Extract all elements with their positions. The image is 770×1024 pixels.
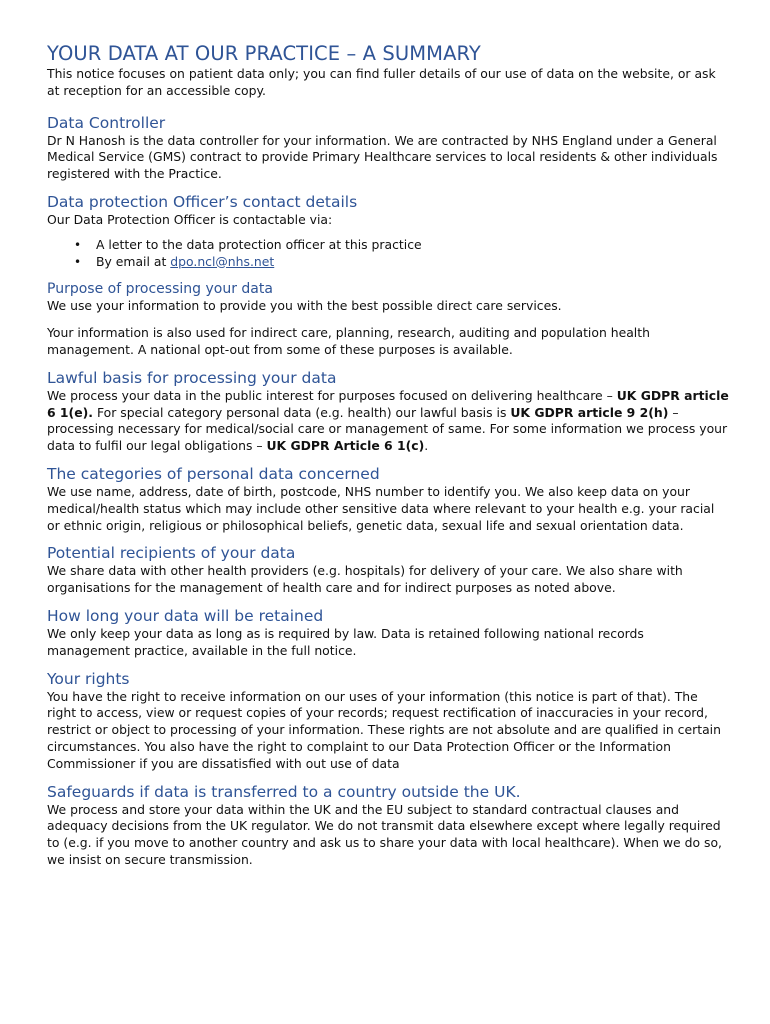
- gdpr-article-6-1c: UK GDPR Article 6 1(c): [266, 438, 425, 454]
- safeguards-text: We process and store your data within the UK and the EU subject to standard contractual clauses and adequacy decisions from the UK regulator. We do not transmit data elsewhere except where legally required to (e.g. if you move to another country and ask us to share your data with local healthcare). When we do so, we insist on secure transmission.: [47, 801, 722, 867]
- gdpr-article-9-2h: UK GDPR article 9 2(h): [510, 404, 669, 420]
- data-controller-heading: Data Controller: [47, 113, 166, 132]
- lawful-text-part-3: – processing necessary for medical/social care or management of same. For some information we process your data to fulfil our legal obligations –: [47, 404, 728, 454]
- section-lawful-basis: [47, 369, 730, 455]
- dpo-heading: Data protection Officer’s contact details: [47, 192, 358, 211]
- section-retention: [47, 607, 730, 660]
- section-dpo-contact: [47, 193, 730, 270]
- section-safeguards: [47, 783, 730, 869]
- lawful-text-part-4: .: [424, 438, 429, 454]
- intro-text: This notice focuses on patient data only; you can find fuller details of our use of data on the website, or ask at reception for an accessible copy.: [47, 66, 716, 98]
- purpose-heading: Purpose of processing your data: [47, 281, 273, 298]
- retention-heading: How long your data will be retained: [47, 606, 324, 625]
- bullet-icon: •: [74, 237, 82, 252]
- purpose-text-1: We use your information to provide you with the best possible direct care services.: [47, 298, 562, 314]
- dpo-contact-list: [47, 237, 730, 271]
- safeguards-heading: Safeguards if data is transferred to a country outside the UK.: [47, 782, 521, 801]
- section-rights: [47, 670, 730, 773]
- categories-text: We use name, address, date of birth, postcode, NHS number to identify you. We also keep data on your medical/health status which may include other sensitive data where relevant to your health e.g. your racial or ethnic origin, religious or philosophical beliefs, genetic data, sexual life and sexual orientation data.: [47, 483, 715, 533]
- data-controller-text: Dr N Hanosh is the data controller for your information. We are contracted by NHS England under a General Medical Service (GMS) contract to provide Primary Healthcare services to local residents & other individuals registered with the Practice.: [47, 132, 718, 182]
- retention-text: We only keep your data as long as is required by law. Data is retained following national records management practice, available in the full notice.: [47, 625, 644, 658]
- list-item: [74, 237, 730, 254]
- purpose-text-2: Your information is also used for indirect care, planning, research, auditing and population health management. A national opt-out from some of these purposes is available.: [47, 325, 650, 357]
- page-title: YOUR DATA AT OUR PRACTICE – A SUMMARY: [47, 42, 481, 65]
- section-recipients: [47, 544, 730, 597]
- categories-heading: The categories of personal data concerned: [47, 464, 380, 483]
- lawful-text-part-1: We process your data in the public interest for purposes focused on delivering healthcare –: [47, 387, 617, 403]
- rights-text: You have the right to receive information on our uses of your information (this notice is part of that). The right to access, view or request copies of your records; request rectification of inaccuracies in your record, restrict or object to processing of your information. These rights are not absolute and are qualified in certain circumstances. You also have the right to complaint to our Data Protection Officer or the Information Commissioner if you are dissatisfied with out use of data: [47, 688, 721, 771]
- lawful-basis-text: [47, 388, 730, 455]
- dpo-email-prefix: By email at: [96, 253, 171, 269]
- dpo-email-link[interactable]: dpo.ncl@nhs.net: [170, 253, 275, 269]
- rights-heading: Your rights: [47, 669, 130, 688]
- section-data-controller: [47, 114, 730, 183]
- lawful-basis-heading: Lawful basis for processing your data: [47, 368, 337, 387]
- dpo-letter-item: A letter to the data protection officer at this practice: [96, 236, 422, 252]
- recipients-text: We share data with other health providers (e.g. hospitals) for delivery of your care. We also share with organisations for the management of health care and for indirect purposes as noted above.: [47, 563, 683, 596]
- lawful-text-part-2: For special category personal data (e.g. health) our lawful basis is: [93, 404, 511, 420]
- section-categories: [47, 465, 730, 534]
- section-purpose: [47, 280, 730, 358]
- list-item: [74, 254, 730, 271]
- dpo-text: Our Data Protection Officer is contactable via:: [47, 211, 333, 227]
- recipients-heading: Potential recipients of your data: [47, 544, 296, 563]
- bullet-icon: •: [74, 254, 82, 269]
- gdpr-article-6-1e: UK GDPR article 6 1(e).: [47, 387, 729, 420]
